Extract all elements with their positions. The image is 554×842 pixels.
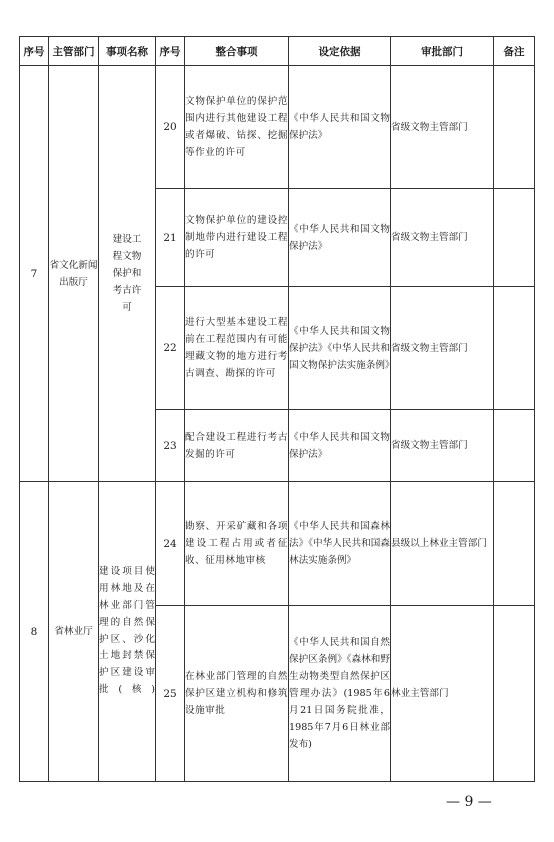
header-item-name: 事项名称 [99,37,156,66]
group-item-name: 建设项目使用林地及在林业部门管理的自然保护区、沙化土地封禁保护区建设审批(核) [99,482,156,782]
row-number: 24 [156,482,185,606]
table-header-row [20,37,535,66]
integrated-item: 配合建设工程进行考古发掘的许可 [185,410,289,482]
header-legal-basis: 设定依据 [289,37,391,66]
remarks [494,287,535,410]
legal-basis: 《中华人民共和国文物保护法》 [289,410,391,482]
remarks [494,482,535,606]
row-number: 25 [156,606,185,782]
remarks [494,410,535,482]
legal-basis: 《中华人民共和国文物保护法》 [289,189,391,287]
approval-items-table [19,36,535,782]
header-row-no: 序号 [156,37,185,66]
group-number: 8 [20,482,49,782]
header-department: 主管部门 [49,37,99,66]
group-number: 7 [20,66,49,482]
group-department: 省文化新闻出版厅 [49,66,99,482]
legal-basis: 《中华人民共和国森林法》《中华人民共和国森林法实施条例》 [289,482,391,606]
remarks [494,189,535,287]
row-number: 23 [156,410,185,482]
row-number: 21 [156,189,185,287]
remarks [494,606,535,782]
table-row [20,482,535,606]
table-row [20,66,535,189]
group-item-name: 建设工程文物保护和考古许可 [99,66,156,482]
header-group-no: 序号 [20,37,49,66]
header-integrated-item: 整合事项 [185,37,289,66]
legal-basis: 《中华人民共和国文物保护法》《中华人民共和国文物保护法实施条例》 [289,287,391,410]
remarks [494,66,535,189]
approval-department: 省级文物主管部门 [391,410,494,482]
approval-department: 省级文物主管部门 [391,287,494,410]
row-number: 22 [156,287,185,410]
approval-department: 省级文物主管部门 [391,189,494,287]
integrated-item: 勘察、开采矿藏和各项建设工程占用或者征收、征用林地审核 [185,482,289,606]
approval-department: 省级文物主管部门 [391,66,494,189]
integrated-item: 文物保护单位的建设控制地带内进行建设工程的许可 [185,189,289,287]
header-approval-dept: 审批部门 [391,37,494,66]
integrated-item: 进行大型基本建设工程前在工程范围内有可能埋藏文物的地方进行考古调查、勘探的许可 [185,287,289,410]
approval-department: 林业主管部门 [391,606,494,782]
group-department: 省林业厅 [49,482,99,782]
header-remarks: 备注 [494,37,535,66]
legal-basis: 《中华人民共和国自然保护区条例》《森林和野生动物类型自然保护区管理办法》(1985年6月21日国务院批准，1985年7月6日林业部发布) [289,606,391,782]
legal-basis: 《中华人民共和国文物保护法》 [289,66,391,189]
integrated-item: 文物保护单位的保护范围内进行其他建设工程或者爆破、钻探、挖掘等作业的许可 [185,66,289,189]
integrated-item: 在林业部门管理的自然保护区建立机构和修筑设施审批 [185,606,289,782]
row-number: 20 [156,66,185,189]
approval-department: 县级以上林业主管部门 [391,482,494,606]
page-number: — 9 — [446,794,492,810]
